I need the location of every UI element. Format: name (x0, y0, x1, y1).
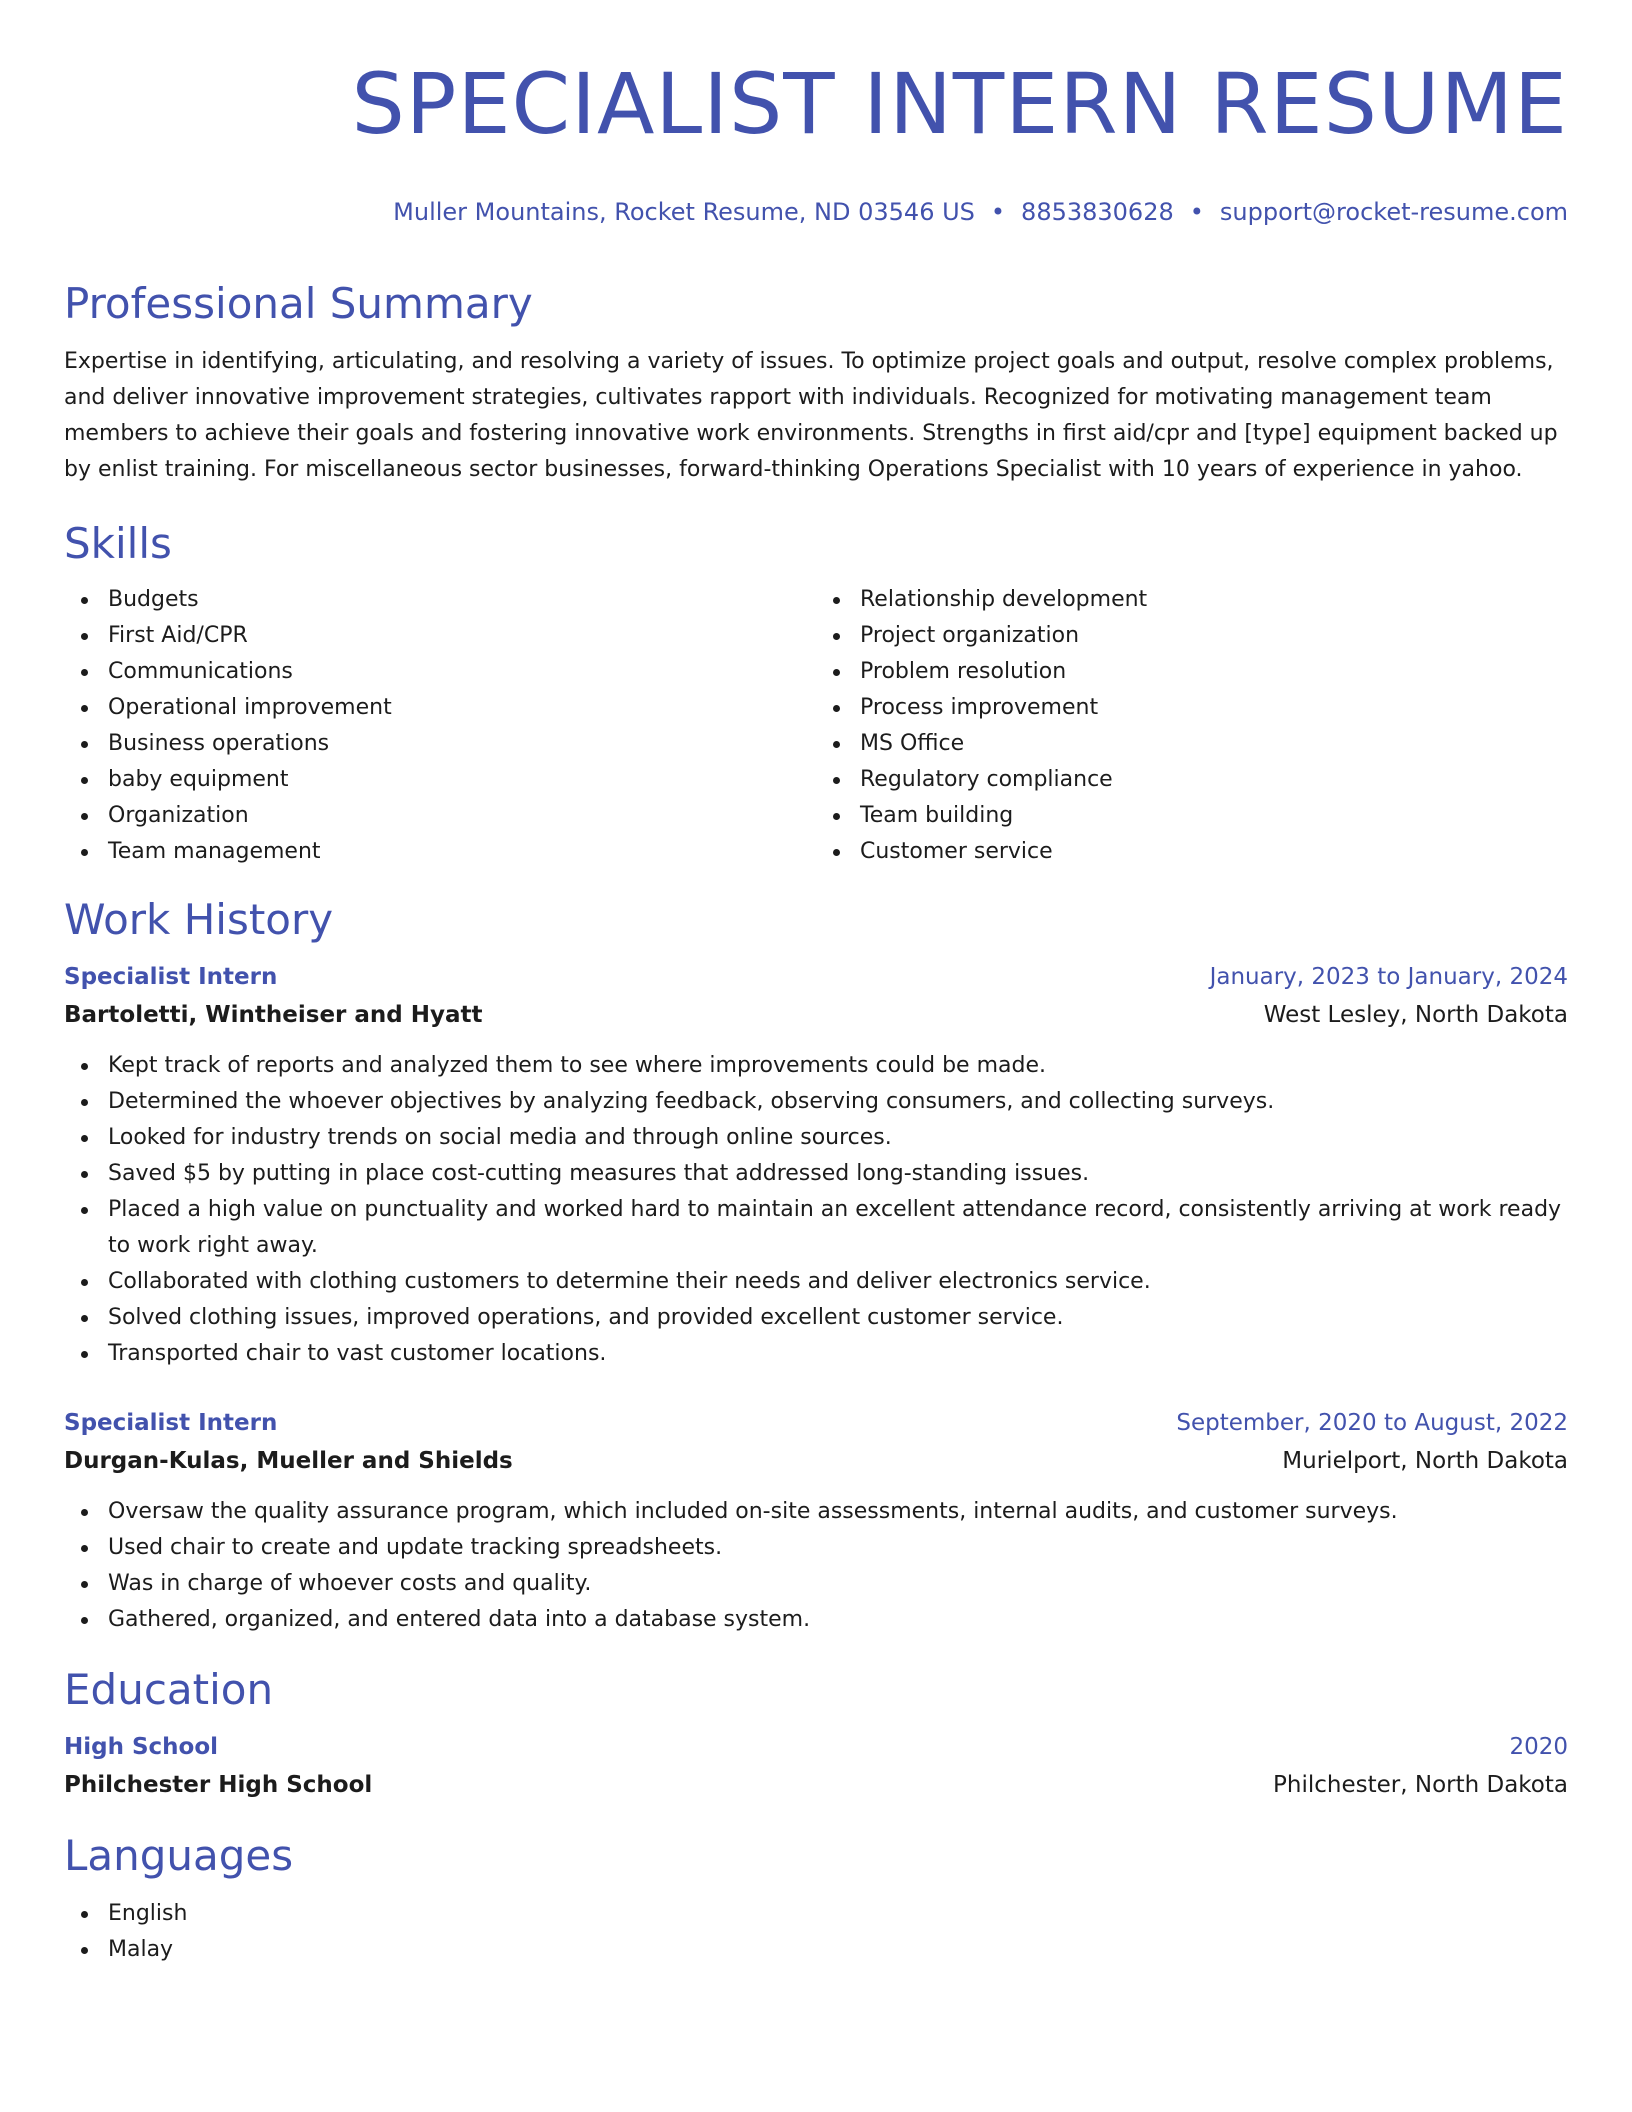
skills-column-left (64, 582, 816, 870)
contact-phone: 8853830628 (1021, 198, 1174, 226)
skill-item: MS Office (860, 726, 1568, 762)
language-item: Malay (108, 1932, 1568, 1968)
job-bullet: Was in charge of whoever costs and quality. (108, 1566, 1568, 1602)
job-subheader (64, 996, 1568, 1034)
skill-item: Relationship development (860, 582, 1568, 618)
skills-column-right (816, 582, 1568, 870)
job-role: Specialist Intern (64, 964, 278, 990)
skill-item: Operational improvement (108, 690, 816, 726)
education-year: 2020 (1509, 1734, 1568, 1760)
contact-separator: • (1189, 198, 1204, 226)
summary-text: Expertise in identifying, articulating, and resolving a variety of issues. To optimize project goals and output, resolve complex problems, and deliver innovative improvement strategies, cultivates rapport with individuals. Recognized for motivating management team members to achieve their goals and fostering innovative work environments. Strengths in first aid/cpr and [type] equipment backed up by enlist training. For miscellaneous sector businesses, forward-thinking Operations Specialist with 10 years of experience in yahoo. (64, 349, 1558, 482)
education-location: Philchester, North Dakota (1273, 1772, 1568, 1798)
contact-separator: • (990, 198, 1006, 226)
job-entry (64, 1404, 1568, 1638)
languages-heading: Languages (64, 1831, 294, 1880)
contact-email: support@rocket-resume.com (1219, 198, 1568, 226)
job-bullet: Saved $5 by putting in place cost-cutting measures that addressed long-standing issues. (108, 1156, 1568, 1192)
summary-heading: Professional Summary (64, 279, 533, 328)
job-bullet: Solved clothing issues, improved operations, and provided excellent customer service. (108, 1300, 1568, 1336)
contact-address: Muller Mountains, Rocket Resume, ND 03546 US (393, 198, 975, 226)
skill-item: Communications (108, 654, 816, 690)
skill-item: Budgets (108, 582, 816, 618)
job-dates: January, 2023 to January, 2024 (1209, 964, 1568, 990)
job-company: Bartoletti, Wintheiser and Hyatt (64, 1002, 483, 1028)
job-bullet: Collaborated with clothing customers to determine their needs and deliver electronics service. (108, 1264, 1568, 1300)
job-bullets (64, 1048, 1568, 1372)
education-degree: High School (64, 1734, 219, 1760)
skill-item: Customer service (860, 834, 1568, 870)
skills-heading: Skills (64, 519, 172, 568)
job-company: Durgan-Kulas, Mueller and Shields (64, 1448, 513, 1474)
education-entry (64, 1728, 1568, 1804)
education-subheader (64, 1766, 1568, 1804)
job-dates: September, 2020 to August, 2022 (1176, 1410, 1568, 1436)
job-bullet: Oversaw the quality assurance program, which included on-site assessments, internal audits, and customer surveys. (108, 1494, 1568, 1530)
education-header (64, 1728, 1568, 1766)
job-bullet: Used chair to create and update tracking spreadsheets. (108, 1530, 1568, 1566)
job-role: Specialist Intern (64, 1410, 278, 1436)
job-location: West Lesley, North Dakota (1263, 1002, 1568, 1028)
job-bullet: Kept track of reports and analyzed them to see where improvements could be made. (108, 1048, 1568, 1084)
job-bullet: Transported chair to vast customer locations. (108, 1336, 1568, 1372)
skill-item: First Aid/CPR (108, 618, 816, 654)
skill-item: Business operations (108, 726, 816, 762)
education-school: Philchester High School (64, 1772, 373, 1798)
job-bullet: Looked for industry trends on social media and through online sources. (108, 1120, 1568, 1156)
resume-title: SPECIALIST INTERN RESUME (351, 55, 1568, 153)
job-entry (64, 958, 1568, 1372)
skill-item: Problem resolution (860, 654, 1568, 690)
job-bullet: Determined the whoever objectives by analyzing feedback, observing consumers, and collecting surveys. (108, 1084, 1568, 1120)
job-header (64, 1404, 1568, 1442)
job-bullet: Gathered, organized, and entered data into a database system. (108, 1602, 1568, 1638)
education-heading: Education (64, 1665, 274, 1714)
work-history-heading: Work History (64, 895, 334, 944)
skill-item: baby equipment (108, 762, 816, 798)
skill-item: Process improvement (860, 690, 1568, 726)
skill-item: Project organization (860, 618, 1568, 654)
skill-item: Organization (108, 798, 816, 834)
skill-item: Regulatory compliance (860, 762, 1568, 798)
contact-line (64, 194, 1568, 230)
job-header (64, 958, 1568, 996)
languages-list (64, 1896, 1568, 1968)
skills-list (64, 582, 1568, 870)
job-bullet: Placed a high value on punctuality and worked hard to maintain an excellent attendance record, consistently arriving at work ready to work right away. (108, 1192, 1568, 1264)
job-location: Murielport, North Dakota (1282, 1448, 1568, 1474)
skill-item: Team management (108, 834, 816, 870)
language-item: English (108, 1896, 1568, 1932)
job-subheader (64, 1442, 1568, 1480)
skill-item: Team building (860, 798, 1568, 834)
job-bullets (64, 1494, 1568, 1638)
